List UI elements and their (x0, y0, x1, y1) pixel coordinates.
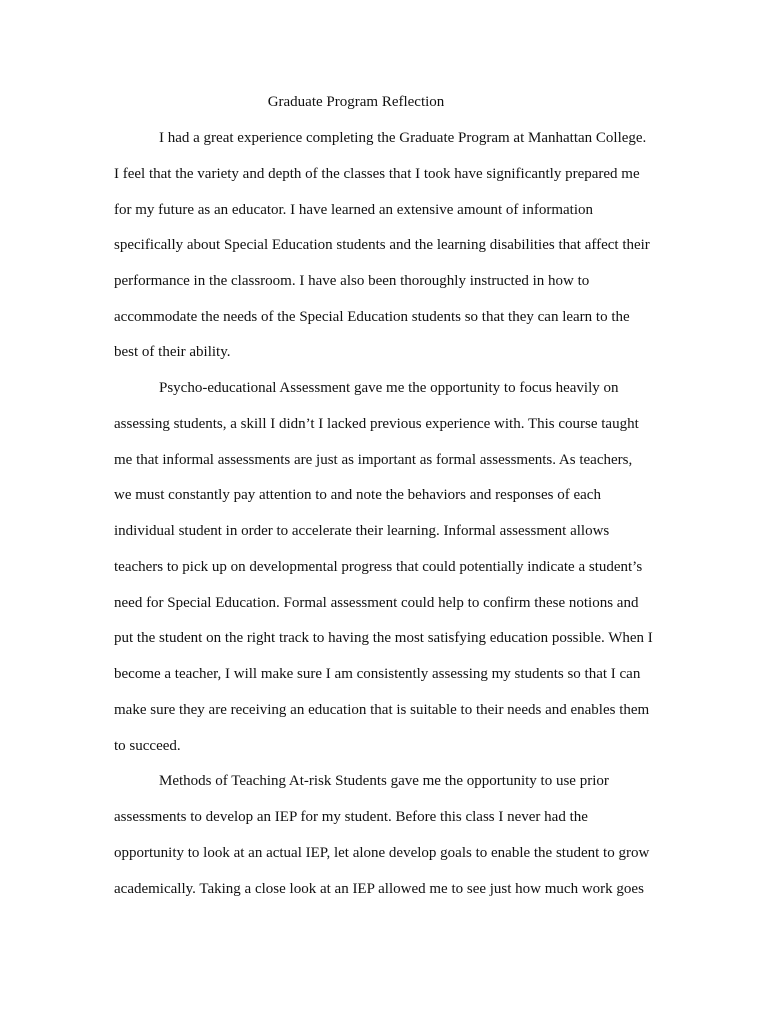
paragraph-3-line-3: opportunity to look at an actual IEP, let alone develop goals to enable the student to grow (114, 845, 650, 861)
paragraph-1-line-3: for my future as an educator. I have learned an extensive amount of information (114, 202, 593, 218)
paragraph-1-line-6: accommodate the needs of the Special Education students so that they can learn to the (114, 309, 630, 325)
paragraph-2-line-3: me that informal assessments are just as important as formal assessments. As teachers, (114, 452, 633, 468)
paragraph-2-line-8: put the student on the right track to having the most satisfying education possible. When I (114, 630, 653, 646)
paragraph-2-line-1: Psycho-educational Assessment gave me the opportunity to focus heavily on (159, 380, 619, 396)
paragraph-2-line-6: teachers to pick up on developmental progress that could potentially indicate a student’s (114, 559, 643, 575)
paragraph-2-line-10: make sure they are receiving an education that is suitable to their needs and enables them (114, 702, 650, 718)
paragraph-1-line-7: best of their ability. (114, 344, 231, 360)
document-title: Graduate Program Reflection (267, 94, 445, 110)
paragraph-3-line-4: academically. Taking a close look at an IEP allowed me to see just how much work goes (114, 881, 644, 897)
paragraph-2-line-5: individual student in order to accelerate their learning. Informal assessment allows (114, 523, 610, 539)
paragraph-1-line-4: specifically about Special Education students and the learning disabilities that affect their (114, 237, 650, 253)
paragraph-2-line-9: become a teacher, I will make sure I am consistently assessing my students so that I can (114, 666, 641, 682)
paragraph-3-line-1: Methods of Teaching At-risk Students gave me the opportunity to use prior (159, 773, 609, 789)
paragraph-2-line-4: we must constantly pay attention to and note the behaviors and responses of each (114, 487, 601, 503)
paragraph-2-line-11: to succeed. (114, 738, 181, 754)
paragraph-1-line-2: I feel that the variety and depth of the classes that I took have significantly prepared me (114, 166, 640, 182)
paragraph-2-line-7: need for Special Education. Formal assessment could help to confirm these notions and (114, 595, 639, 611)
paragraph-1-line-1: I had a great experience completing the Graduate Program at Manhattan College. (159, 130, 647, 146)
paragraph-1-line-5: performance in the classroom. I have also been thoroughly instructed in how to (114, 273, 590, 289)
paragraph-3-line-2: assessments to develop an IEP for my student. Before this class I never had the (114, 809, 588, 825)
paragraph-2-line-2: assessing students, a skill I didn’t I lacked previous experience with. This course taught (114, 416, 639, 432)
